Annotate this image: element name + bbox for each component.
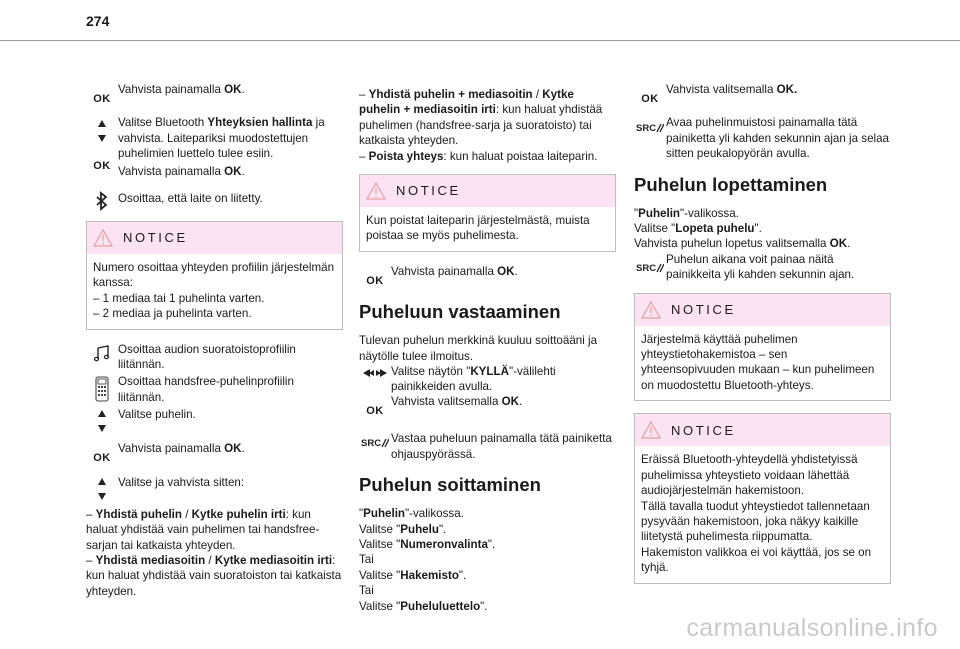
steering-src-button-icon	[359, 427, 391, 448]
up-down-arrows-icon	[86, 475, 118, 501]
notice-title: NOTICE	[396, 183, 461, 199]
svg-text:SRC: SRC	[636, 262, 657, 273]
step-confirm-ok-4: OK Vahvista painamalla OK.	[359, 264, 616, 289]
heading-ending-call: Puhelun lopettaminen	[634, 173, 828, 195]
notice-text: Tällä tavalla tuodut yhteystiedot tallennetaan pysyvään hakemistoon, joka näkyy kaikille liitetystä puhelimesta riippumatta.	[641, 499, 870, 544]
notice-title: NOTICE	[671, 301, 736, 317]
notice-dash-item: – 1 mediaa tai 1 puhelinta varten.	[93, 291, 265, 305]
call-step-3: Valitse "Numeronvalinta".	[359, 537, 496, 551]
step-text: Vahvista painamalla	[118, 442, 225, 456]
handsfree-profile-text: Osoittaa handsfree-puhelinprofiilin liitännän.	[118, 375, 294, 404]
notice-header	[360, 175, 615, 207]
step-confirm-ok-3: OK Vahvista painamalla OK.	[86, 441, 343, 466]
ok-label: OK	[501, 394, 520, 408]
audio-profile-text: Osoittaa audion suoratoistoprofiilin liitännän.	[118, 342, 296, 372]
step-during-call	[634, 252, 891, 283]
notice-text: Hakemiston valikkoa ei voi käyttää, jos se on tyhjä.	[641, 545, 872, 575]
heading-answering-call: Puheluun vastaaminen	[359, 301, 561, 323]
ok-button-icon: OK	[93, 452, 111, 465]
incoming-call-text: Tulevan puhelun merkkinä kuuluu soittoääni ja näytölle tulee ilmoitus.	[359, 334, 598, 363]
ok-button-icon: OK	[93, 93, 111, 105]
ok-button-icon: OK	[366, 404, 384, 417]
bluetooth-icon	[86, 187, 118, 211]
notice-box-profiles	[86, 221, 343, 330]
disconnect-phone-label: Kytke puhelin irti	[191, 507, 286, 521]
ok-button-icon: OK	[93, 159, 111, 172]
select-confirm-text: Valitse ja vahvista sitten:	[118, 475, 245, 489]
end-step-3: Vahvista puhelun lopetus valitsemalla OK.	[634, 237, 851, 251]
dash-connect-phone-media: – Yhdistä puhelin + mediasoitin / Kytke puhelin + mediasoitin irti: kun haluat yhdistää puhelimen (handsfree-sarja ja suoratoisto) tai katkaista yhteyden.	[359, 88, 603, 148]
notice-header	[635, 414, 890, 446]
call-step-1: "Puhelin"-valikossa.	[359, 507, 464, 521]
ok-button-icon: OK	[641, 93, 659, 105]
notice-body: Järjestelmä käyttää puhelimen yhteystietohakemistoa – sen yhteensopivuuden mukaan – kun puhelimeen on muodostettu Bluetooth-yhteys.	[641, 332, 875, 392]
dash-connect-media: – Yhdistä mediasoitin / Kytke mediasoitin irti: kun haluat yhdistää vain suoratoiston tai katkaista yhteyden.	[86, 553, 342, 598]
step-confirm-ok-2: OK Vahvista painamalla OK.	[86, 147, 343, 179]
music-note-icon	[86, 342, 118, 362]
step-text: Vahvista painamalla	[391, 264, 498, 278]
disconnect-phone-media-label: Kytke puhelin + mediasoitin irti	[359, 88, 574, 117]
bluetooth-connection-management-label: Yhteyksien hallinta	[207, 116, 313, 130]
header-rule	[0, 40, 960, 41]
warning-triangle-icon	[366, 182, 386, 200]
svg-text:SRC: SRC	[636, 123, 657, 134]
notice-box-contacts	[634, 413, 891, 583]
left-right-arrows-icon	[359, 364, 391, 378]
call-or-1: Tai	[359, 553, 374, 567]
column-2	[359, 87, 616, 614]
call-step-4: Valitse "Hakemisto".	[359, 568, 467, 582]
connect-media-label: Yhdistä mediasoitin	[95, 553, 206, 567]
ok-label: OK	[497, 264, 515, 278]
svg-text:SRC: SRC	[361, 438, 382, 449]
up-down-arrows-icon	[86, 115, 118, 143]
notice-title: NOTICE	[671, 422, 736, 438]
call-step-2: Valitse "Puhelu".	[359, 522, 447, 536]
watermark: carmanualsonline.info	[686, 614, 938, 642]
call-or-2: Tai	[359, 584, 374, 598]
bluetooth-connected-text: Osoittaa, että laite on liitetty.	[118, 192, 263, 206]
column-3	[634, 82, 891, 596]
step-select-confirm	[86, 475, 343, 501]
during-call-text: Puhelun aikana voit painaa näitä painikkeita yli kahden sekunnin ajan.	[666, 252, 855, 282]
delete-connection-label: Poista yhteys	[368, 149, 444, 163]
step-text-rest: ja vahvista. Laitepariksi muodostettujen puhelimien luettelo tulee esiin.	[118, 116, 325, 161]
up-down-arrows-icon	[86, 407, 118, 433]
notice-title: NOTICE	[123, 230, 188, 246]
notice-box-directory	[634, 293, 891, 402]
page-number: 274	[86, 13, 110, 29]
notice-body	[87, 254, 342, 329]
step-confirm-select: OK Vahvista valitsemalla OK.	[359, 394, 616, 419]
step-text: Valitse Bluetooth	[118, 116, 208, 130]
step-text: Vahvista painamalla	[118, 164, 225, 178]
step-confirm-ok: OK Vahvista painamalla OK.	[86, 82, 343, 107]
ok-label: OK	[224, 442, 242, 456]
notice-text: Eräissä Bluetooth-yhteydellä yhdistetyissä puhelimissa yhteystieto voidaan lähettää audiojärjestelmän hakemistoon.	[641, 453, 858, 498]
warning-triangle-icon	[641, 421, 661, 439]
notice-body	[635, 446, 890, 582]
steering-src-button-icon	[634, 115, 666, 133]
dash-connect-phone: – Yhdistä puhelin / Kytke puhelin irti: kun haluat yhdistää vain puhelimen tai handsfree-sarjan tai katkaista yhteyden.	[86, 507, 320, 552]
ok-label: OK	[224, 83, 242, 96]
notice-text: Numero osoittaa yhteyden profiilin järjestelmän kanssa:	[93, 261, 335, 290]
notice-body: Kun poistat laiteparin järjestelmästä, muista poistaa se myös puhelimesta.	[366, 214, 590, 243]
notice-dash-item: – 2 mediaa ja puhelinta varten.	[93, 307, 252, 321]
connect-phone-media-label: Yhdistä puhelin + mediasoitin	[368, 88, 533, 101]
heading-making-call: Puhelun soittaminen	[359, 474, 541, 496]
audio-profile-info	[86, 342, 343, 373]
select-phone-text: Valitse puhelin.	[118, 408, 196, 422]
step-confirm-select-3: OK Vahvista valitsemalla OK.	[634, 82, 891, 107]
open-memory-text: Avaa puhelinmuistosi painamalla tätä painiketta yli kahden sekunnin ajan ja selaa sitten peukalopyörän avulla.	[666, 116, 890, 161]
end-step-2: Valitse "Lopeta puhelu".	[634, 222, 762, 236]
ok-button-icon: OK	[366, 274, 384, 287]
notice-header	[635, 294, 890, 326]
notice-box-unpair	[359, 174, 616, 252]
dash-delete-connection: – Poista yhteys: kun haluat poistaa laiteparin.	[359, 149, 598, 163]
answer-call-text: Vastaa puheluun painamalla tätä painiketta ohjauspyörässä.	[391, 432, 612, 461]
ok-label: OK	[224, 164, 242, 178]
step-answer-wheel	[359, 427, 616, 462]
steering-src-button-icon	[634, 252, 666, 273]
step-text: Vahvista painamalla	[118, 83, 225, 96]
disconnect-media-label: Kytke mediasoitin irti	[214, 553, 333, 567]
phone-keypad-icon	[86, 374, 118, 402]
end-step-1: "Puhelin"-valikossa.	[634, 206, 739, 220]
warning-triangle-icon	[93, 229, 113, 247]
notice-header	[87, 222, 342, 254]
handsfree-profile-info	[86, 374, 343, 405]
step-select-yes-tab: Valitse näytön "KYLLÄ"-välilehti painikkeiden avulla.	[359, 364, 616, 395]
warning-triangle-icon	[641, 301, 661, 319]
ok-label: OK.	[776, 83, 798, 96]
column-1	[86, 82, 343, 599]
step-open-memory	[634, 115, 891, 161]
yes-tab-label: KYLLÄ	[470, 365, 509, 379]
step-select-phone	[86, 407, 343, 433]
call-step-5: Valitse "Puheluluettelo".	[359, 599, 488, 613]
connect-phone-label: Yhdistä puhelin	[95, 507, 182, 521]
bluetooth-connected-info	[86, 187, 343, 211]
